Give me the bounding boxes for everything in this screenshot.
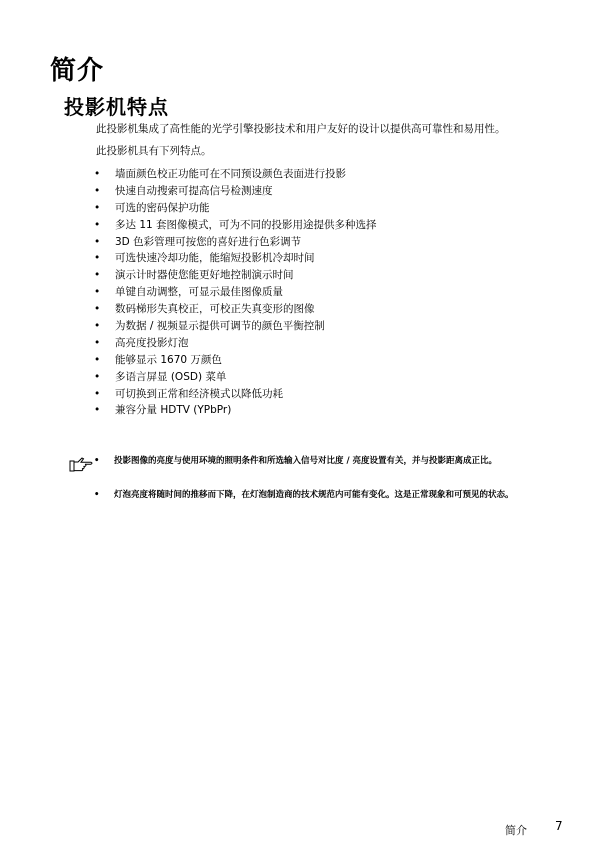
feature-list [96,166,552,419]
feature-text: 墙面颜色校正功能可在不同预设颜色表面进行投影 [115,168,346,180]
bullet: • [94,404,101,417]
hand-pointing-icon [68,455,94,473]
list-item [96,352,552,369]
feature-text: 可选快速冷却功能，能缩短投影机冷却时间 [115,252,315,265]
note-item [94,489,554,502]
bullet: • [94,456,100,466]
feature-text: 数码梯形失真校正，可校正失真变形的图像 [115,303,315,316]
feature-text: 3D 色彩管理可按您的喜好进行色彩调节 [115,235,302,248]
feature-text: 可切换到正常和经济模式以降低功耗 [115,387,283,400]
bullet: • [94,286,101,299]
feature-text: 兼容分量 HDTV (YPbPr) [115,404,232,417]
bullet: • [94,387,101,400]
list-item [96,166,552,183]
list-item [96,217,552,234]
feature-text: 多语言屏显 (OSD) 菜单 [115,370,227,383]
feature-text: 可选的密码保护功能 [115,201,210,214]
bullet: • [94,269,101,282]
feature-text: 高亮度投影灯泡 [115,336,189,349]
list-item [96,200,552,217]
feature-text: 快速自动搜索可提高信号检测速度 [115,184,273,197]
feature-text: 单键自动调整，可显示最佳图像质量 [115,286,283,299]
list-item [96,335,552,352]
list-item [96,234,552,251]
list-item [96,284,552,301]
feature-text: 为数据 / 视频显示提供可调节的颜色平衡控制 [115,320,325,333]
bullet: • [94,252,101,265]
note-item [94,455,554,468]
list-item [96,301,552,318]
list-item [96,386,552,403]
features-lead: 此投影机具有下列特点。 [96,145,212,157]
chapter-title: 简介 [50,56,105,86]
list-item [96,402,552,419]
list-item [96,183,552,200]
footer-section-label: 简介 [505,824,527,837]
list-item [96,267,552,284]
bullet: • [94,320,101,333]
bullet: • [94,490,100,500]
bullet: • [94,353,101,366]
feature-text: 能够显示 1670 万颜色 [115,353,222,366]
bullet: • [94,303,101,316]
note-text: 投影图像的亮度与使用环境的照明条件和所选输入信号对比度 / 亮度设置有关，并与投影距离成正比。 [114,456,498,466]
bullet: • [94,336,101,349]
bullet: • [94,184,101,197]
note-text: 灯泡亮度将随时间的推移而下降，在灯泡制造商的技术规范内可能有变化。这是正常现象和可预见的状态。 [114,490,514,500]
bullet: • [94,201,101,214]
section-title: 投影机特点 [64,95,169,119]
bullet: • [94,235,101,248]
bullet: • [94,168,101,180]
bullet: • [94,218,101,231]
main-content [96,122,552,419]
list-item [96,369,552,386]
list-item [96,250,552,267]
page-number: 7 [555,819,563,833]
intro-paragraph: 此投影机集成了高性能的光学引擎投影技术和用户友好的设计以提供高可靠性和易用性。 [96,123,506,135]
bullet: • [94,370,101,383]
feature-text: 演示计时器使您能更好地控制演示时间 [115,269,294,282]
list-item [96,318,552,335]
feature-text: 多达 11 套图像模式，可为不同的投影用途提供多种选择 [115,218,377,231]
